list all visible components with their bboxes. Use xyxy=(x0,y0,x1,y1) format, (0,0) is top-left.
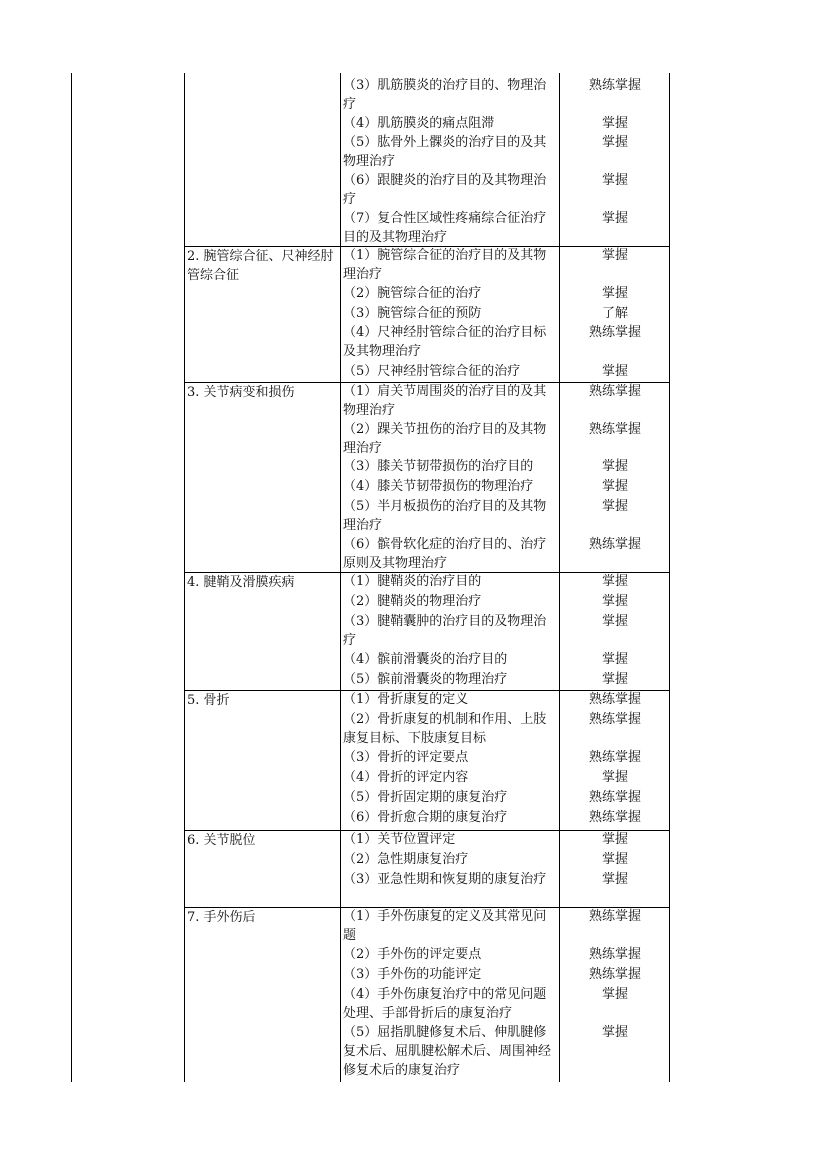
requirement-level: 掌握 xyxy=(601,672,628,687)
requirement-level: 掌握 xyxy=(601,364,628,379)
item-description: （5）半月板损伤的治疗目的及其物理治疗 xyxy=(343,499,547,533)
requirement-level: 掌握 xyxy=(601,832,628,847)
section-topic: 3. 关节病变和损伤 xyxy=(187,385,295,400)
requirement-level: 熟练掌握 xyxy=(588,810,641,825)
requirement-level: 掌握 xyxy=(601,173,628,188)
item-description: （3）亚急性期和恢复期的康复治疗 xyxy=(343,872,547,887)
item-description: （2）骨折康复的机制和作用、上肢康复目标、下肢康复目标 xyxy=(343,712,547,746)
item-description: （1）肩关节周围炎的治疗目的及其物理治疗 xyxy=(343,384,547,418)
requirement-level: 熟练掌握 xyxy=(588,422,641,437)
item-description: （7）复合性区域性疼痛综合征治疗目的及其物理治疗 xyxy=(343,211,547,245)
requirement-level: 掌握 xyxy=(601,872,628,887)
item-description: （2）腕管综合征的治疗 xyxy=(343,286,482,301)
requirement-level: 掌握 xyxy=(601,594,628,609)
requirement-level: 熟练掌握 xyxy=(588,750,641,765)
section-topic: 6. 关节脱位 xyxy=(187,833,256,848)
requirement-level: 掌握 xyxy=(601,1025,628,1040)
requirement-level: 掌握 xyxy=(601,652,628,667)
requirement-level: 掌握 xyxy=(601,770,628,785)
requirement-level: 掌握 xyxy=(601,987,628,1002)
requirement-level: 了解 xyxy=(601,306,628,321)
item-description: （2）急性期康复治疗 xyxy=(343,852,469,867)
item-description: （1）腕管综合征的治疗目的及其物理治疗 xyxy=(343,248,547,282)
requirement-level: 掌握 xyxy=(601,499,628,514)
item-description: （2）手外伤的评定要点 xyxy=(343,947,482,962)
requirement-level: 熟练掌握 xyxy=(588,909,641,924)
item-description: （2）腱鞘炎的物理治疗 xyxy=(343,594,482,609)
item-description: （5）肱骨外上髁炎的治疗目的及其物理治疗 xyxy=(343,135,547,169)
item-description: （5）髌前滑囊炎的物理治疗 xyxy=(343,672,508,687)
item-description: （6）髌骨软化症的治疗目的、治疗原则及其物理治疗 xyxy=(343,537,547,571)
requirement-level: 熟练掌握 xyxy=(588,712,641,727)
item-description: （5）屈指肌腱修复术后、伸肌腱修复术后、屈肌腱松解术后、周围神经修复术后的康复治疗 xyxy=(343,1025,552,1078)
requirement-level: 掌握 xyxy=(601,852,628,867)
item-description: （4）膝关节韧带损伤的物理治疗 xyxy=(343,479,534,494)
requirement-level: 掌握 xyxy=(601,116,628,131)
item-description: （2）踝关节扭伤的治疗目的及其物理治疗 xyxy=(343,422,547,456)
item-description: （5）骨折固定期的康复治疗 xyxy=(343,790,508,805)
item-description: （3）腕管综合征的预防 xyxy=(343,306,482,321)
table-column-border xyxy=(340,73,341,1082)
requirement-level: 熟练掌握 xyxy=(588,78,641,93)
requirement-level: 掌握 xyxy=(601,479,628,494)
requirement-level: 熟练掌握 xyxy=(588,384,641,399)
requirement-level: 掌握 xyxy=(601,574,628,589)
item-description: （3）腱鞘囊肿的治疗目的及物理治疗 xyxy=(343,614,547,648)
section-topic: 5. 骨折 xyxy=(187,693,230,708)
item-description: （4）尺神经肘管综合征的治疗目标及其物理治疗 xyxy=(343,325,547,359)
section-topic: 7. 手外伤后 xyxy=(187,910,256,925)
item-description: （3）膝关节韧带损伤的治疗目的 xyxy=(343,459,534,474)
requirement-level: 掌握 xyxy=(601,614,628,629)
requirement-level: 掌握 xyxy=(601,211,628,226)
item-description: （1）骨折康复的定义 xyxy=(343,692,469,707)
item-description: （1）手外伤康复的定义及其常见问题 xyxy=(343,909,547,943)
requirement-level: 熟练掌握 xyxy=(588,692,641,707)
table-column-border xyxy=(71,73,72,1082)
requirement-level: 熟练掌握 xyxy=(588,967,641,982)
item-description: （3）骨折的评定要点 xyxy=(343,750,469,765)
section-topic: 4. 腱鞘及滑膜疾病 xyxy=(187,575,295,590)
item-description: （4）髌前滑囊炎的治疗目的 xyxy=(343,652,508,667)
item-description: （4）骨折的评定内容 xyxy=(343,770,469,785)
requirement-level: 熟练掌握 xyxy=(588,325,641,340)
table-column-border xyxy=(184,73,185,1082)
requirement-level: 掌握 xyxy=(601,135,628,150)
section-topic: 2. 腕管综合征、尺神经肘管综合征 xyxy=(187,249,334,283)
item-description: （5）尺神经肘管综合征的治疗 xyxy=(343,364,521,379)
item-description: （3）肌筋膜炎的治疗目的、物理治疗 xyxy=(343,78,547,112)
requirement-level: 掌握 xyxy=(601,248,628,263)
item-description: （1）腱鞘炎的治疗目的 xyxy=(343,574,482,589)
item-description: （6）跟腱炎的治疗目的及其物理治疗 xyxy=(343,173,547,207)
requirement-level: 掌握 xyxy=(601,459,628,474)
item-description: （4）手外伤康复治疗中的常见问题处理、手部骨折后的康复治疗 xyxy=(343,987,547,1021)
requirement-level: 熟练掌握 xyxy=(588,947,641,962)
requirement-level: 熟练掌握 xyxy=(588,790,641,805)
requirement-level: 掌握 xyxy=(601,286,628,301)
item-description: （3）手外伤的功能评定 xyxy=(343,967,482,982)
item-description: （4）肌筋膜炎的痛点阻滞 xyxy=(343,116,495,131)
requirement-level: 熟练掌握 xyxy=(588,537,641,552)
item-description: （6）骨折愈合期的康复治疗 xyxy=(343,810,508,825)
item-description: （1）关节位置评定 xyxy=(343,832,456,847)
